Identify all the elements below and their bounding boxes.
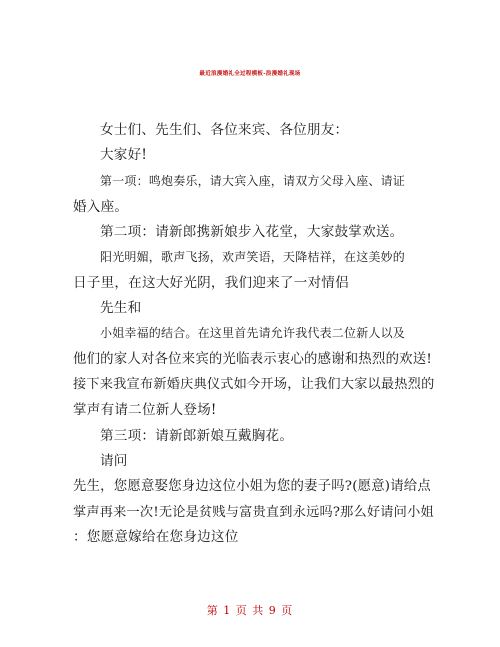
paragraph-union (73, 321, 435, 423)
paragraph-hello (73, 143, 435, 169)
text-line: 大家好! (100, 147, 148, 163)
text-line: 请问 (100, 453, 128, 469)
paragraph-step-one (73, 169, 435, 220)
paragraph-step-three (73, 424, 435, 450)
text-line: 婚入座。 (73, 198, 129, 215)
document-title: 最近浪漫婚礼全过程模板-浪漫婚礼现场 (199, 71, 301, 77)
paragraph-question (73, 449, 435, 475)
text-line: ：您愿意嫁给在您身边这位 (73, 529, 239, 545)
paragraph-vows (73, 474, 435, 551)
text-line: 第三项：请新郎新娘互戴胸花。 (100, 428, 294, 444)
text-line: 掌声有请二位新人登场! (73, 401, 217, 418)
text-line: 小姐幸福的结合。在这里首先请允许我代表二位新人以及 (100, 326, 406, 340)
text-line: 阳光明媚，歌声飞扬，欢声笑语，天降桔祥，在这美妙的 (100, 250, 406, 264)
text-line: 日子里，在这大好光阴，我们迎来了一对情侣 (73, 274, 349, 291)
paragraph-greeting (73, 118, 435, 144)
paragraph-mister (73, 296, 435, 322)
text-line: 他们的家人对各位来宾的光临表示衷心的感谢和热烈的欢送! (73, 351, 432, 367)
text-line: 先生，您愿意娶您身边这位小姐为您的妻子吗?(愿意)请给点 (73, 479, 431, 494)
paragraph-sunshine (73, 245, 435, 296)
page-indicator: 第 1 页 共 9 页 (206, 604, 294, 617)
text-line: 第一项：鸣炮奏乐，请大宾入座，请双方父母入座、请证 (100, 174, 406, 188)
text-line: 掌声再来一次!无论是贫贱与富贵直到永远吗?那么好请问小姐 (73, 504, 434, 520)
text-line: 女士们、先生们、各位来宾、各位朋友： (100, 122, 349, 138)
text-line: 接下来我宣布新婚庆典仪式如今开场，让我们大家以最热烈的 (73, 377, 435, 392)
paragraph-step-two (73, 220, 435, 246)
text-line: 第二项：请新郎携新娘步入花堂，大家鼓掌欢送。 (100, 224, 404, 240)
text-line: 先生和 (100, 300, 142, 316)
